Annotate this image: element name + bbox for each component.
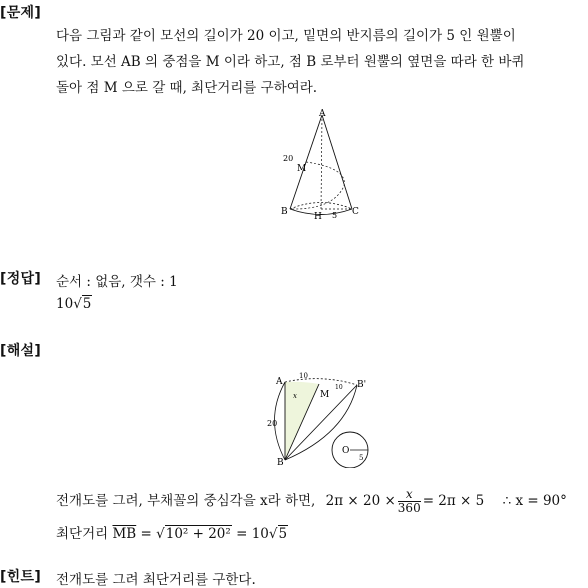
problem-line-3: 돌아 점 M 으로 갈 때, 최단거리를 구하여라. xyxy=(56,80,318,96)
answer-meta: 순서 : 없음, 갯수 : 1 xyxy=(56,274,178,290)
answer-tag: [정답] xyxy=(0,271,42,287)
problem-line-2: 있다. 모선 AB 의 중점을 M 이라 하고, 점 B 로부터 원뿔의 옆면을 따라 한 바퀴 xyxy=(56,54,525,70)
cone-label-a: A xyxy=(319,109,326,119)
net-figure xyxy=(262,370,374,468)
net-label-10-right: 10 xyxy=(335,384,343,391)
net-label-b: B xyxy=(277,458,284,468)
cone-label-slant: 20 xyxy=(283,154,294,163)
answer-value xyxy=(56,296,92,312)
net-label-x: x xyxy=(293,392,297,400)
hint-text: 전개도를 그려 최단거리를 구한다. xyxy=(56,572,256,588)
cone-label-c: C xyxy=(352,207,359,217)
solution-line1-lhs: 2π × 20 × xyxy=(325,493,396,509)
cone-label-h: H xyxy=(314,212,322,222)
cone-slant-right xyxy=(322,115,352,209)
problem-line-1: 다음 그림과 같이 모선의 길이가 20 이고, 밑면의 반지름의 길이가 5 인 원뿔이 xyxy=(56,28,516,44)
solution-fraction xyxy=(398,488,421,515)
solution-line2-radicand: 10² + 20² xyxy=(165,526,231,542)
solution-line2-result-eq: = 10 xyxy=(236,526,269,542)
net-label-bprime: B' xyxy=(357,380,367,390)
solution-line1-rhs: = 2π × 5 xyxy=(422,493,485,509)
net-label-5: 5 xyxy=(359,454,364,462)
net-label-m: M xyxy=(320,390,330,400)
fraction-denominator: 360 xyxy=(397,501,421,515)
net-label-a: A xyxy=(276,377,283,387)
solution-line1-text: 전개도를 그려, 부채꼴의 중심각을 x라 하면, xyxy=(56,493,316,509)
solution-line2-eq: = xyxy=(140,526,152,542)
net-label-o: O xyxy=(342,446,350,456)
hint-tag: [힌트] xyxy=(0,569,42,585)
net-label-20: 20 xyxy=(267,419,278,428)
sqrt-symbol: √ xyxy=(156,526,165,542)
net-label-10-top: 10 xyxy=(299,372,308,380)
solution-line2-text: 최단거리 xyxy=(56,526,109,542)
cone-label-b: B xyxy=(281,207,288,217)
solution-therefore: ∴ x = 90° xyxy=(502,493,567,509)
problem-tag: [문제] xyxy=(0,5,42,21)
segment-mb: $\overline{MB}$ xyxy=(112,526,137,542)
solution-line-2 xyxy=(56,522,288,542)
sqrt-symbol: √ xyxy=(268,526,278,542)
answer-coef: 10 xyxy=(56,296,74,312)
fraction-numerator: x xyxy=(398,488,421,502)
cone-figure xyxy=(278,106,368,224)
solution-line2-result-radicand: 5 xyxy=(278,526,288,542)
cone-label-radius: 5 xyxy=(332,211,338,220)
cone-height xyxy=(321,115,322,209)
answer-radicand: 5 xyxy=(82,296,92,312)
solution-tag: [해설] xyxy=(0,343,42,359)
sqrt-symbol: √ xyxy=(73,296,82,312)
solution-line-1 xyxy=(56,488,567,515)
cone-label-m: M xyxy=(297,164,307,174)
